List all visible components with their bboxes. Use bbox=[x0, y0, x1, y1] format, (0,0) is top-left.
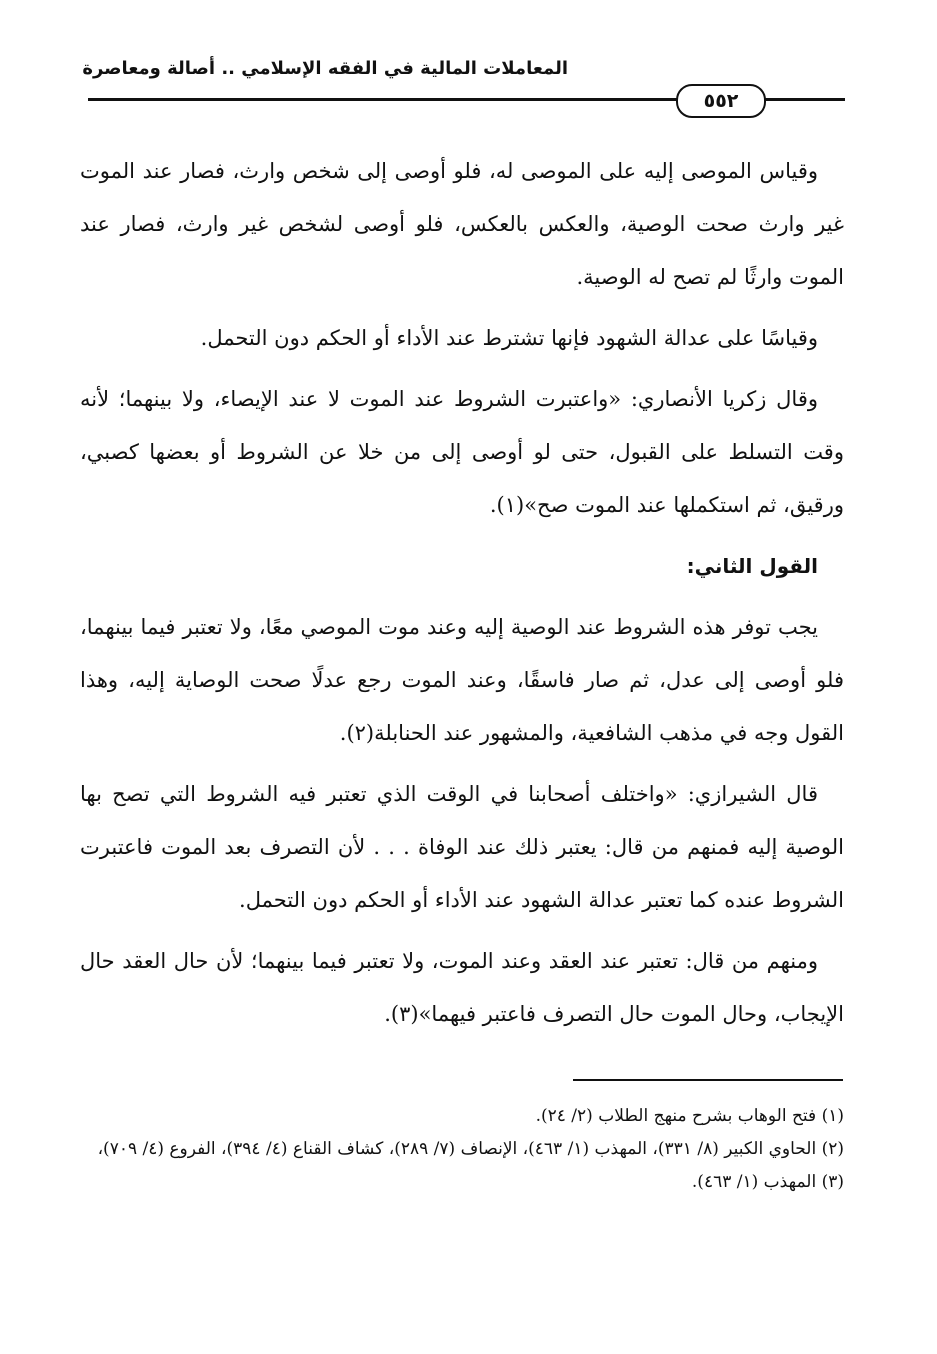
page-number-badge bbox=[676, 84, 766, 118]
running-header-title: المعاملات المالية في الفقه الإسلامي .. أصالة ومعاصرة bbox=[82, 58, 568, 79]
footnote-3: (٣) المهذب (١/ ٤٦٣). bbox=[691, 1172, 844, 1192]
page-number: ٥٥٢ bbox=[703, 90, 739, 112]
paragraph-5: قال الشيرازي: «واختلف أصحابنا في الوقت الذي تعتبر فيه الشروط التي تصح بها الوصية إليه فمنهم من قال: يعتبر ذلك عند الوفاة . . . لأن التصرف بعد الموت فاعتبرت الشروط عنده كما تعتبر عدالة الشهود عند الأداء أو الحكم دون التحمل. bbox=[80, 782, 844, 912]
footnotes bbox=[80, 1100, 844, 1199]
paragraph-3: وقال زكريا الأنصاري: «واعتبرت الشروط عند الموت لا عند الإيصاء، ولا بينهما؛ لأنه وقت التسلط على القبول، حتى لو أوصى إلى من خلا عن الشروط أو بعضها كصبي، ورقيق، ثم استكملها عند الموت صح»(١). bbox=[80, 387, 844, 517]
main-text bbox=[80, 145, 844, 1049]
paragraph-2: وقياسًا على عدالة الشهود فإنها تشترط عند الأداء أو الحكم دون التحمل. bbox=[200, 326, 818, 350]
paragraph-6: ومنهم من قال: تعتبر عند العقد وعند الموت، ولا تعتبر فيما بينهما؛ لأن حال العقد حال الإيجاب، وحال الموت حال التصرف فاعتبر فيهما»(٣). bbox=[80, 949, 844, 1026]
footnote-2: (٢) الحاوي الكبير (٨/ ٣٣١)، المهذب (١/ ٤٦٣)، الإنصاف (٧/ ٢٨٩)، كشاف القناع (٤/ ٣٩٤)، الفروع (٤/ ٧٠٩)، bbox=[97, 1139, 844, 1159]
paragraph-1: وقياس الموصى إليه على الموصى له، فلو أوصى إلى شخص وارث، فصار عند الموت غير وارث صحت الوصية، والعكس بالعكس، فلو أوصى لشخص غير وارث، فصار عند الموت وارثًا لم تصح له الوصية. bbox=[80, 159, 844, 289]
footnote-1: (١) فتح الوهاب بشرح منهج الطلاب (٢/ ٢٤). bbox=[535, 1106, 844, 1126]
paragraph-4: يجب توفر هذه الشروط عند الوصية إليه وعند موت الموصي معًا، ولا تعتبر فيما بينهما، فلو أوصى إلى عدل، ثم صار فاسقًا، وعند الموت رجع عدلًا صحت الوصاية إليه، وهذا القول وجه في مذهب الشافعية، والمشهور عند الحنابلة(٢). bbox=[80, 615, 844, 745]
section-heading: القول الثاني: bbox=[686, 554, 818, 578]
footnote-rule bbox=[573, 1079, 843, 1081]
